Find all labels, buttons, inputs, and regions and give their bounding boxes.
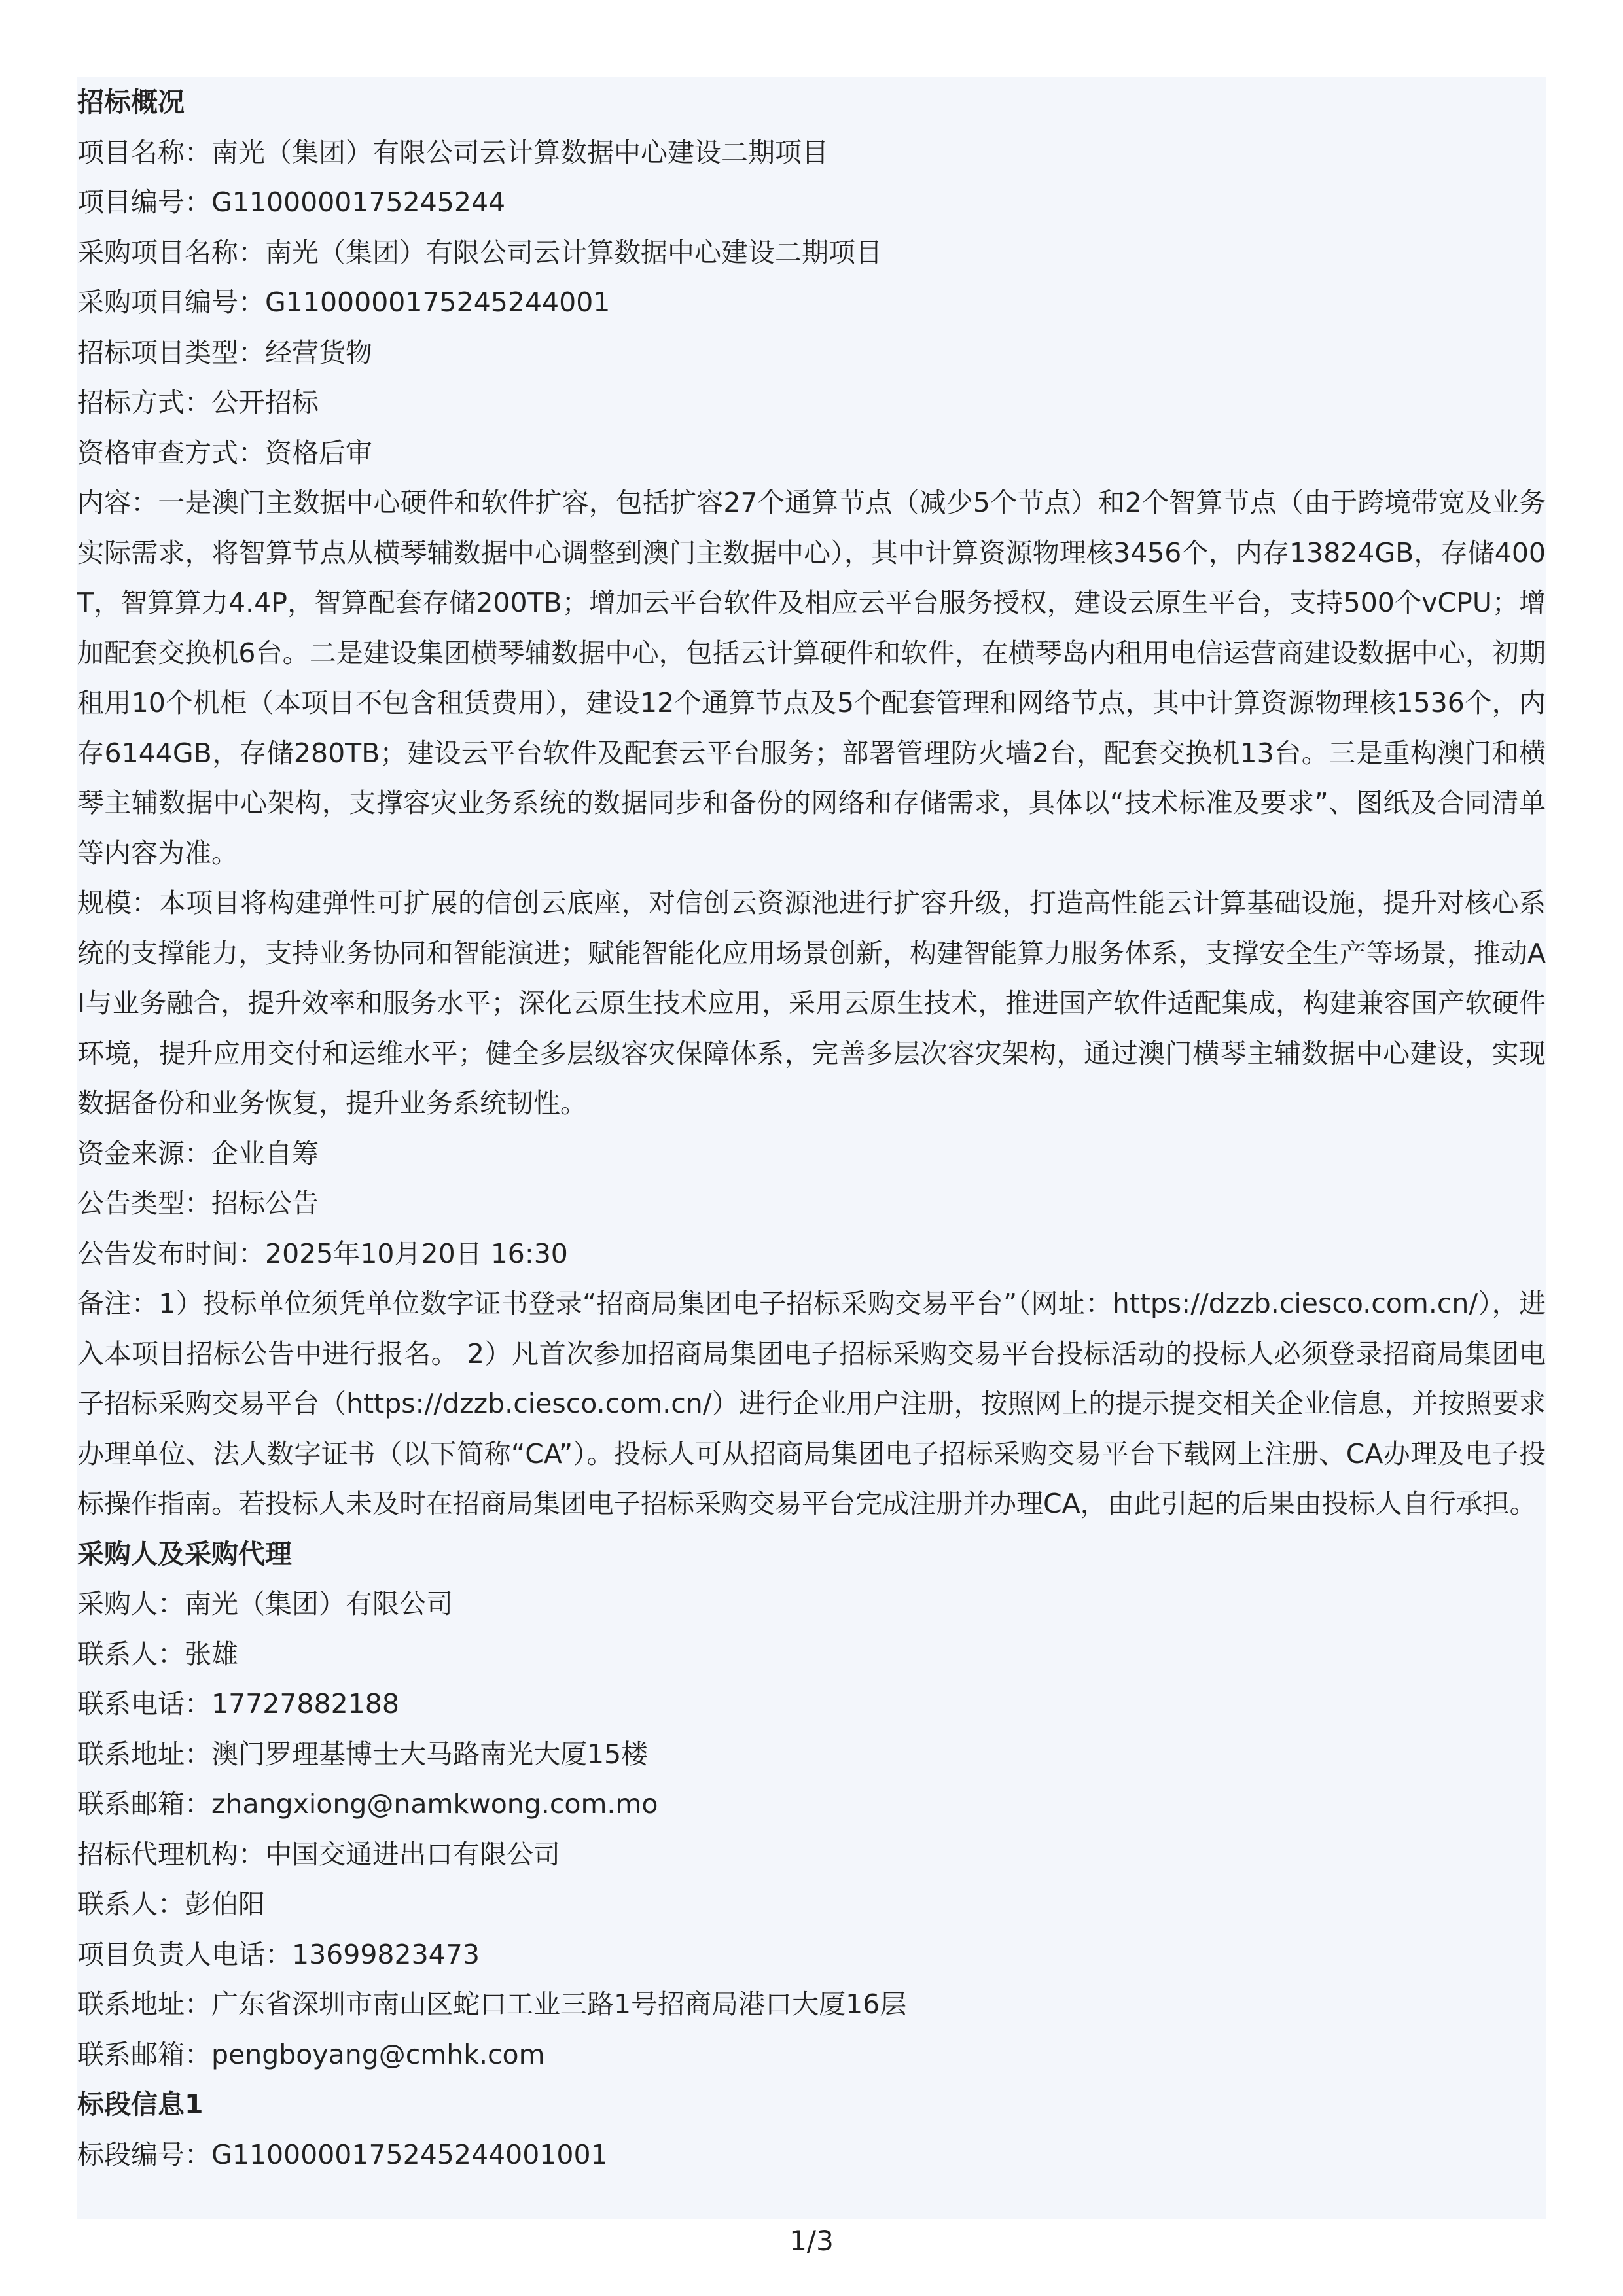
field-tender-method: 招标方式：公开招标 <box>77 387 319 418</box>
page-number: 1/3 <box>789 2225 834 2257</box>
field-purchaser-phone: 联系电话：17727882188 <box>77 1688 399 1720</box>
field-project-number: 项目编号：G1100000175245244 <box>77 186 506 218</box>
section-heading-overview: 招标概况 <box>77 86 185 118</box>
field-scale: 规模：本项目将构建弹性可扩展的信创云底座，对信创云资源池进行扩容升级，打造高性能云计算基础设施，提升对核心系统的支撑能力，支持业务协同和智能演进；赋能智能化应用场景创新，构建智能算力服务体系，支撑安全生产等场景，推动AI与业务融合，提升效率和服务水平；深化云原生技术应用，采用云原生技术，推进国产软件适配集成，构建兼容国产软硬件环境，提升应用交付和运维水平；健全多层级容灾保障体系，完善多层次容灾架构，通过澳门横琴主辅数据中心建设，实现数据备份和业务恢复，提升业务系统韧性。 <box>77 887 1546 1119</box>
field-publish-time: 公告发布时间：2025年10月20日 16:30 <box>77 1237 568 1269</box>
field-procurement-project-number: 采购项目编号：G1100000175245244001 <box>77 287 611 318</box>
field-agent-contact: 联系人：彭伯阳 <box>77 1888 265 1920</box>
field-agent: 招标代理机构：中国交通进出口有限公司 <box>77 1838 560 1870</box>
field-agent-phone: 项目负责人电话：13699823473 <box>77 1938 480 1970</box>
field-purchaser-contact: 联系人：张雄 <box>77 1638 238 1670</box>
field-remark: 备注：1）投标单位须凭单位数字证书登录“招商局集团电子招标采购交易平台”（网址：https://dzzb.ciesco.com.cn/），进入本项目招标公告中进行报名。 2）凡首次参加招商局集团电子招标采购交易平台投标活动的投标人必须登录招商局集团电子招标采购交易平台（https://dzzb.ciesco.com.cn/）进行企业用户注册，按照网上的提示提交相关企业信息，并按照要求办理单位、法人数字证书（以下简称“CA”）。投标人可从招商局集团电子招标采购交易平台下载网上注册、CA办理及电子投标操作指南。若投标人未及时在招商局集团电子招标采购交易平台完成注册并办理CA，由此引起的后果由投标人自行承担。 <box>77 1288 1546 1519</box>
field-content: 内容：一是澳门主数据中心硬件和软件扩容，包括扩容27个通算节点（减少5个节点）和2个智算节点（由于跨境带宽及业务实际需求，将智算节点从横琴辅数据中心调整到澳门主数据中心），其中计算资源物理核3456个，内存13824GB，存储400T，智算算力4.4P，智算配套存储200TB；增加云平台软件及相应云平台服务授权，建设云原生平台，支持500个vCPU；增加配套交换机6台。二是建设集团横琴辅数据中心，包括云计算硬件和软件，在横琴岛内租用电信运营商建设数据中心，初期租用10个机柜（本项目不包含租赁费用），建设12个通算节点及5个配套管理和网络节点，其中计算资源物理核1536个，内存6144GB，存储280TB；建设云平台软件及配套云平台服务；部署管理防火墙2台，配套交换机13台。三是重构澳门和横琴主辅数据中心架构，支撑容灾业务系统的数据同步和备份的网络和存储需求，具体以“技术标准及要求”、图纸及合同清单等内容为准。 <box>77 487 1546 869</box>
field-agent-email: 联系邮箱：pengboyang@cmhk.com <box>77 2038 545 2070</box>
field-purchaser: 采购人：南光（集团）有限公司 <box>77 1588 453 1619</box>
field-lot-number: 标段编号：G1100000175245244001001 <box>77 2138 608 2170</box>
field-funding-source: 资金来源：企业自筹 <box>77 1137 319 1169</box>
field-qualification-review: 资格审查方式：资格后审 <box>77 436 372 468</box>
field-notice-type: 公告类型：招标公告 <box>77 1188 319 1219</box>
field-project-name: 项目名称：南光（集团）有限公司云计算数据中心建设二期项目 <box>77 136 829 168</box>
field-purchaser-email: 联系邮箱：zhangxiong@namkwong.com.mo <box>77 1788 658 1820</box>
section-heading-lot-info: 标段信息1 <box>77 2089 204 2120</box>
field-procurement-project-name: 采购项目名称：南光（集团）有限公司云计算数据中心建设二期项目 <box>77 236 882 268</box>
section-heading-purchaser-agent: 采购人及采购代理 <box>77 1538 292 1570</box>
field-tender-project-type: 招标项目类型：经营货物 <box>77 336 372 368</box>
document-body <box>77 77 1546 2219</box>
field-purchaser-address: 联系地址：澳门罗理基博士大马路南光大厦15楼 <box>77 1738 649 1770</box>
field-agent-address: 联系地址：广东省深圳市南山区蛇口工业三路1号招商局港口大厦16层 <box>77 1988 907 2020</box>
